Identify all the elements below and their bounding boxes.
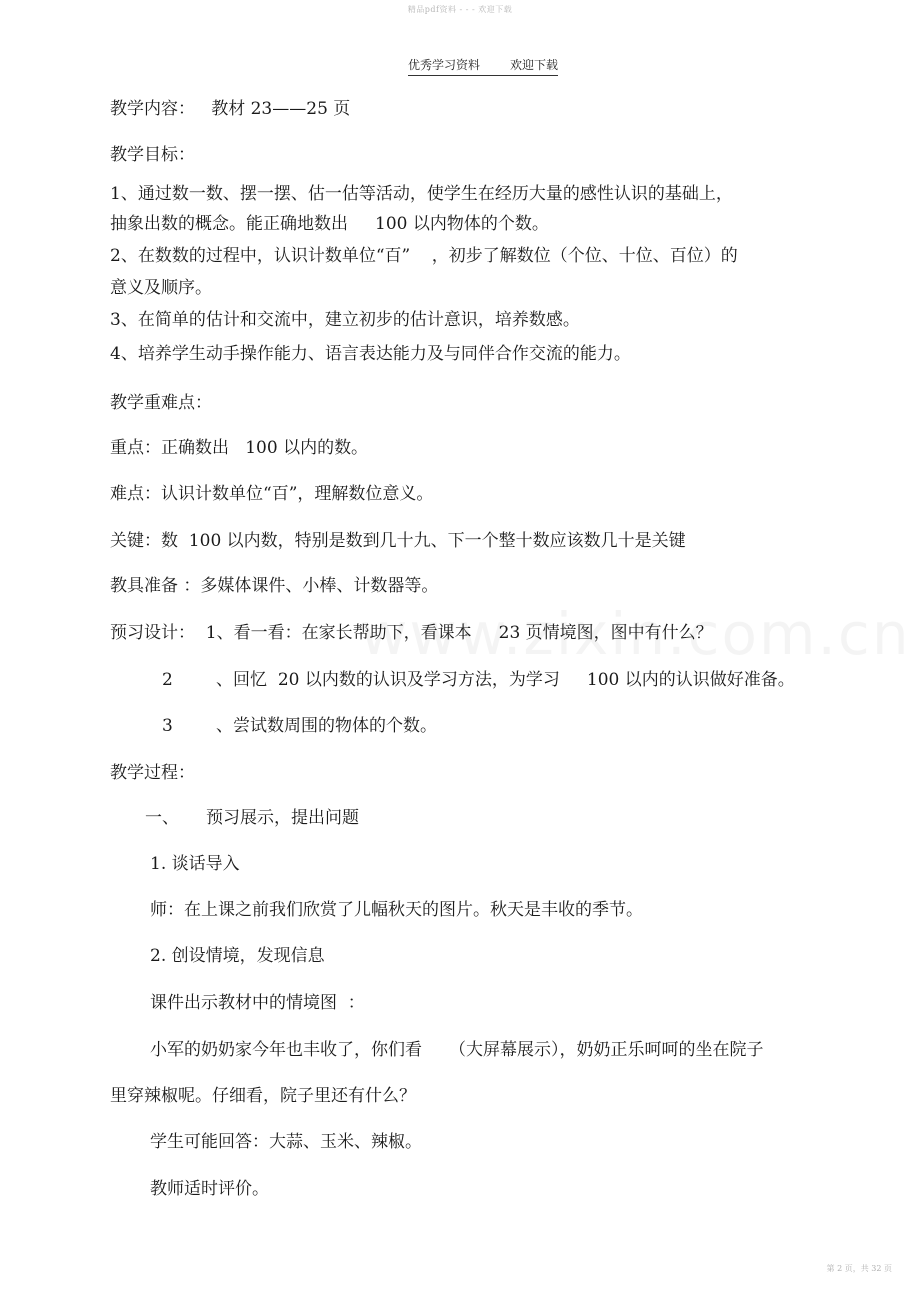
goal-1: 1、通过数一数、摆一摆、估一估等活动，使学生在经历大量的感性认识的基础上，: [110, 184, 733, 204]
goal-3: 3、在简单的估计和交流中，建立初步的估计意识，培养数感。: [110, 310, 580, 330]
difficulty-point: 难点：认识计数单位“百”，理解数位意义。: [110, 484, 434, 504]
teaching-content: 教学内容： 教材 23——25 页: [110, 99, 351, 119]
teaching-process-heading: 教学过程：: [110, 763, 195, 783]
student-answer: 学生可能回答：大蒜、玉米、辣椒。: [150, 1132, 422, 1152]
teacher-evaluation: 教师适时评价。: [150, 1179, 269, 1199]
goal-2: 2、在数数的过程中，认识计数单位“百” ，初步了解数位（个位、十位、百位）的: [110, 246, 738, 266]
step-1-title: 1. 谈话导入: [150, 854, 240, 874]
goal-2-cont: 意义及顺序。: [110, 278, 212, 298]
header-right: 欢迎下载: [510, 58, 559, 72]
key-point: 重点：正确数出 100 以内的数。: [110, 438, 369, 458]
preview-design-3: 3 、尝试数周围的物体的个数。: [162, 716, 438, 736]
teaching-goals-heading: 教学目标：: [110, 145, 195, 165]
header-left: 优秀学习资料: [408, 58, 481, 72]
goal-1-cont: 抽象出数的概念。能正确地数出 100 以内物体的个数。: [110, 214, 549, 234]
teaching-aids: 教具准备 ：多媒体课件、小棒、计数器等。: [110, 576, 439, 596]
story-paragraph-cont: 里穿辣椒呢。仔细看，院子里还有什么？: [110, 1086, 416, 1106]
story-paragraph: 小军的奶奶家今年也丰收了，你们看 （大屏幕展示），奶奶正乐呵呵的坐在院子: [150, 1040, 764, 1060]
preview-design-2: 2 、回忆 20 以内数的认识及学习方法，为学习 100 以内的认识做好准备。: [162, 670, 795, 690]
page-number: 第 2 页，共 32 页: [826, 1264, 892, 1273]
key-line: 关键：数 100 以内数，特别是数到几十九、下一个整十数应该数几十是关键: [110, 531, 686, 551]
top-watermark: 精品pdf资料 - - - 欢迎下载: [407, 5, 513, 14]
courseware-show: 课件出示教材中的情境图 ：: [150, 993, 365, 1013]
section-one-title: 一、 预习展示，提出问题: [145, 808, 360, 828]
teacher-intro: 师：在上课之前我们欣赏了儿幅秋天的图片。秋天是丰收的季节。: [150, 900, 643, 920]
page-header: [408, 56, 558, 76]
preview-design-1: 预习设计： 1、看一看：在家长帮助下，看课本 23 页情境图，图中有什么？: [110, 623, 713, 643]
step-2-title: 2. 创设情境，发现信息: [150, 946, 325, 966]
key-difficulty-heading: 教学重难点：: [110, 393, 212, 413]
goal-4: 4、培养学生动手操作能力、语言表达能力及与同伴合作交流的能力。: [110, 344, 631, 364]
